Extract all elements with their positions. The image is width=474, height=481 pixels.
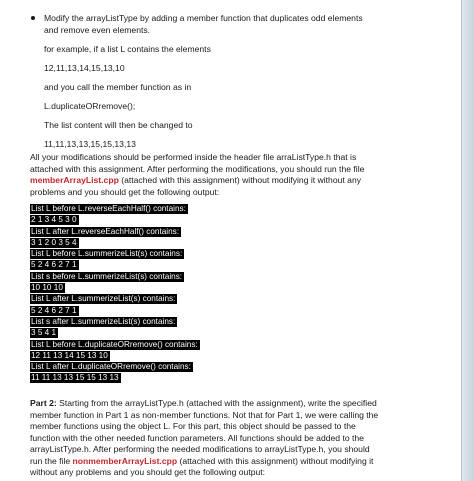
paragraph-line: attached with this assignment. After performing the modifications, you should run the file	[30, 163, 365, 174]
console-output-line: 3 5 4 1	[31, 328, 57, 338]
console-output-line: List s before L.summerizeList(s) contains:	[31, 271, 183, 281]
result-list: 11,11,13,13,15,15,13,13	[44, 139, 136, 149]
paragraph-line: All your modifications should be performed inside the header file arraListType.h that is	[30, 152, 357, 162]
part-label: Part 2:	[30, 398, 57, 408]
paragraph-line: member function in Part 1 as non-member functions. Not that for Part 1, we were calling the	[30, 409, 379, 420]
paragraph-line: Part 2: Starting from the arrayListType.h (attached with the assignment), write the specified	[30, 398, 377, 408]
console-output-line: 5 2 4 6 2 7 1	[31, 305, 77, 315]
console-output-line: 11 11 13 13 15 15 13 13	[31, 373, 119, 383]
bullet-text-line: Modify the arrayListType by adding a member function that duplicates odd elements	[44, 13, 363, 23]
paragraph-line: arrayListType.h. After performing the needed modifications to arrayListType.h, you should	[30, 444, 370, 454]
example-list: 12,11,13,14,15,13,10	[44, 63, 125, 73]
bullet-marker	[31, 16, 35, 20]
console-output-line: List L before L.reverseEachHalf() contains:	[31, 204, 186, 213]
bullet-text-line: and remove even elements.	[44, 25, 151, 35]
window-right-edge	[461, 0, 474, 481]
console-output-line: 5 2 4 6 2 7 1	[31, 260, 77, 270]
console-output-line: 3 1 2 0 3 5 4	[31, 237, 77, 247]
call-intro: and you call the member function as in	[44, 82, 192, 92]
bullet-item	[44, 12, 404, 150]
paragraph-line: run the file nonmemberArrayList.cpp (attached with this assignment) without modifying it	[30, 455, 374, 466]
filename-highlight: nonmemberArrayList.cpp	[72, 455, 178, 466]
call-code: L.duplicateORremove();	[44, 101, 136, 111]
example-intro: for example, if a list L contains the elements	[44, 44, 211, 54]
console-output-line: List s after L.summerizeList(s) contains:	[31, 316, 176, 326]
paragraph-line: problems and you should get the following output:	[30, 186, 220, 197]
paragraph-line: memberArrayList.cpp (attached with this assignment) without modifying it without any	[30, 175, 362, 185]
console-output-line: 10 10 10	[31, 283, 63, 293]
console-output-line: List L before L.duplicateORremove() contains:	[31, 339, 198, 349]
filename-highlight: memberArrayList.cpp	[30, 175, 119, 185]
console-output-line: List L after L.duplicateORremove() contains:	[31, 362, 191, 372]
paragraph-line: member functions using the object L. For this part, this object should be passed to the	[30, 421, 356, 431]
part2-paragraph	[30, 398, 440, 479]
console-output-line: List L after L.summerizeList(s) contains:	[31, 294, 176, 304]
result-intro: The list content will then be changed to	[44, 120, 193, 130]
console-output-line: List L before L.summerizeList(s) contains:	[31, 249, 183, 259]
paragraph-line: function with the other needed function parameters. All functions should be added to the	[30, 432, 364, 443]
console-output-line: 12 11 13 14 15 13 10	[31, 350, 108, 360]
paragraph-line: without any problems and you should get the following output:	[30, 467, 266, 477]
instructions-paragraph	[30, 152, 440, 198]
console-output-line: 2 1 3 4 5 3 0	[31, 215, 77, 225]
console-output-line: List L after L.reverseEachHalf() contains:	[31, 226, 180, 236]
console-output	[30, 204, 290, 385]
